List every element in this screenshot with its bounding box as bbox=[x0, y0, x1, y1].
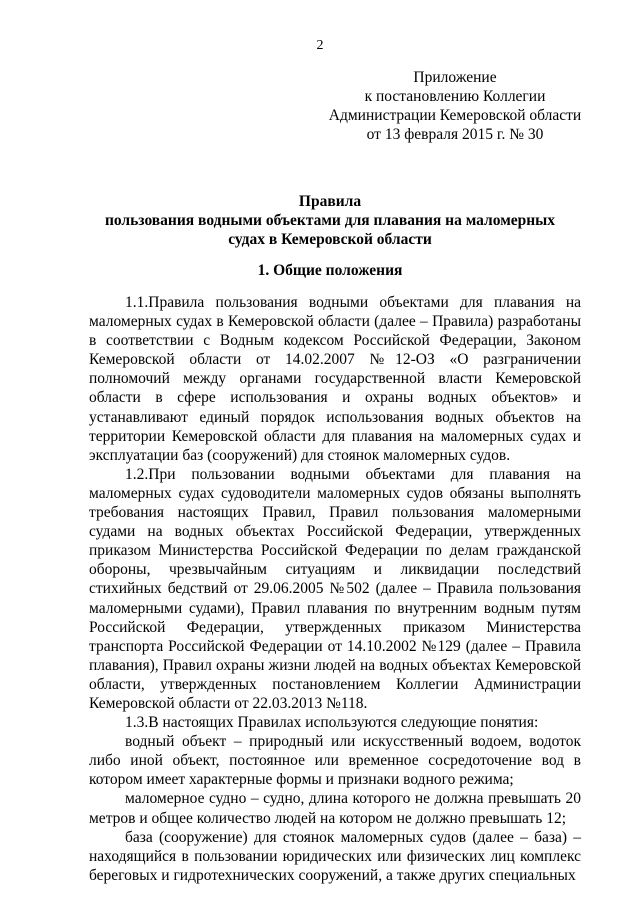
paragraph: водный объект – природный или искусственный водоем, водоток либо иной объект, постоянное или временное сосредоточение вод в котором имеет характерные формы и признаки водного режима; bbox=[89, 733, 581, 789]
title-line: судах в Кемеровской области bbox=[228, 231, 432, 248]
appendix-date: от 13 февраля 2015 г. № 30 bbox=[366, 126, 544, 143]
paragraph: 1.3.В настоящих Правилах используются следующие понятия: bbox=[125, 714, 539, 732]
paragraph: 1.2.При пользовании водными объектами для плавания на маломерных судах судоводители маломерных судов обязаны выполнять требования настоящих Правил, Правил пользования маломерными судами на водных объектах Российской Федерации, утвержденных приказом Министерства Российской Федерации по делам гражданской обороны, чрезвычайным ситуациям и ликвидации последствий стихийных бедствий от 29.06.2005 №502 (далее – Правила пользования маломерными судами), Правил плавания по внутренним водным путям Российской Федерации, утвержденных приказом Министерства транспорта Российской Федерации от 14.10.2002 №129 (далее – Правила плавания), Правил охраны жизни людей на водных объектах Кемеровской области, утвержденных постановлением Коллегии Администрации Кемеровской области от 22.03.2013 №118. bbox=[89, 465, 581, 712]
appendix-line: Администрации Кемеровской области bbox=[328, 107, 582, 124]
section-heading: 1. Общие положения bbox=[257, 262, 403, 279]
page-number: 2 bbox=[316, 38, 324, 53]
document-title bbox=[60, 192, 600, 249]
appendix-line: к постановлению Коллегии bbox=[364, 88, 546, 105]
appendix-block bbox=[300, 68, 610, 144]
document-body bbox=[89, 293, 581, 885]
title-line: Правила bbox=[298, 193, 362, 210]
paragraph: маломерное судно – судно, длина которого не должна превышать 20 метров и общее количество людей на котором не должно превышать 12; bbox=[89, 790, 581, 827]
appendix-line: Приложение bbox=[413, 69, 497, 86]
paragraph: 1.1.Правила пользования водными объектами для плавания на маломерных судах в Кемеровской области (далее – Правила) разработаны в соответствии с Водным кодексом Российской Федерации, Законом Кемеровской области от 14.02.2007 №12-ОЗ «О разграничении полномочий между органами государственной власти Кемеровской области в сфере использования и охраны водных объектов» и устанавливают единый порядок использования водных объектов на территории Кемеровской области для плавания на маломерных судах и эксплуатации баз (сооружений) для стоянок маломерных судов. bbox=[89, 294, 581, 464]
paragraph: база (сооружение) для стоянок маломерных судов (далее – база) – находящийся в пользовании юридических или физических лиц комплекс береговых и гидротехнических сооружений, а также других специальных bbox=[89, 828, 581, 884]
title-line: пользования водными объектами для плавания на маломерных bbox=[104, 212, 556, 229]
